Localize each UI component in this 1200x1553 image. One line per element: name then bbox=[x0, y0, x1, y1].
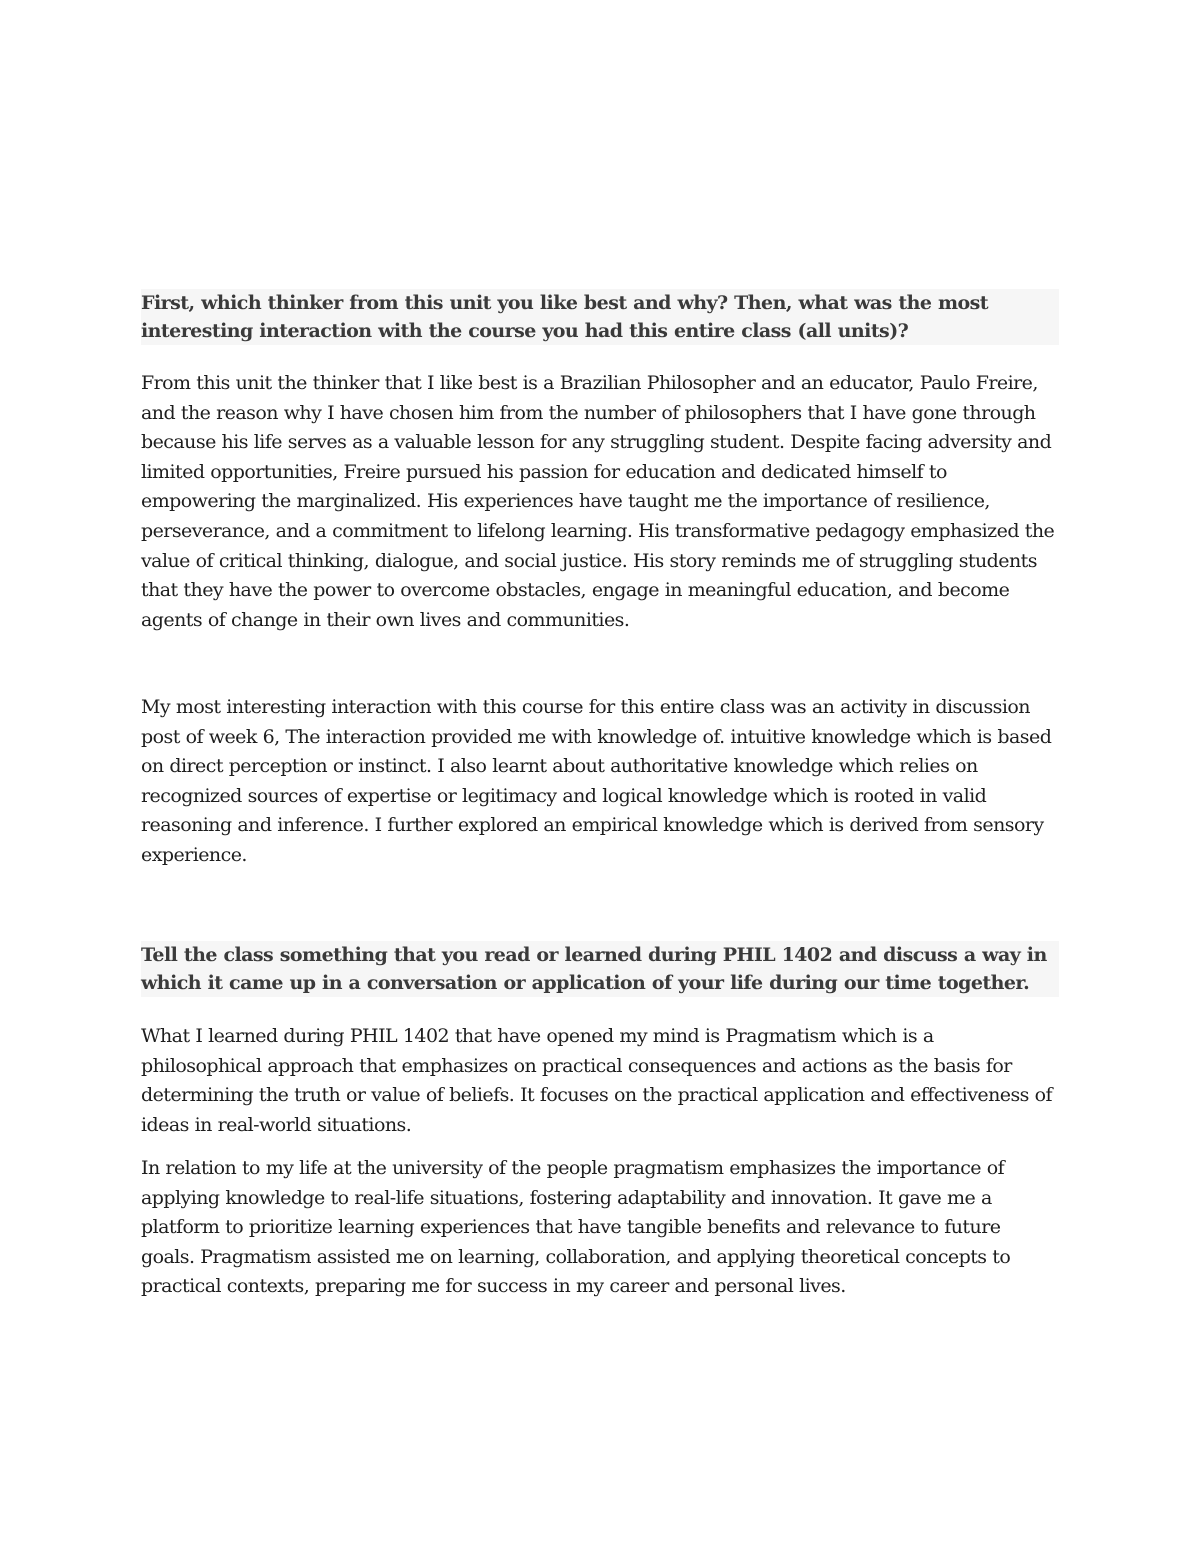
answer-1-paragraph-2: My most interesting interaction with this course for this entire class was an activity in discussion post of week 6, The interaction provided me with knowledge of. intuitive knowledge which is based on direct perception or instinct. I also learnt about authoritative knowledge which relies on recognized sources of expertise or legitimacy and logical knowledge which is rooted in valid reasoning and inference. I further explored an empirical knowledge which is derived from sensory experience. bbox=[141, 696, 1052, 866]
answer-2-paragraph-2: In relation to my life at the university of the people pragmatism emphasizes the importance of applying knowledge to real-life situations, fostering adaptability and innovation. It gave me a platform to prioritize learning experiences that have tangible benefits and relevance to future goals. Pragmatism assisted me on learning, collaboration, and applying theoretical concepts to practical contexts, preparing me for success in my career and personal lives. bbox=[141, 1157, 1011, 1298]
answer-1-paragraph-1: From this unit the thinker that I like best is a Brazilian Philosopher and an educator, Paulo Freire, and the reason why I have chosen him from the number of philosophers that I have gone through because his life serves as a valuable lesson for any struggling student. Despite facing adversity and limited opportunities, Freire pursued his passion for education and dedicated himself to empowering the marginalized. His experiences have taught me the importance of resilience, perseverance, and a commitment to lifelong learning. His transformative pedagogy emphasized the value of critical thinking, dialogue, and social justice. His story reminds me of struggling students that they have the power to overcome obstacles, engage in meaningful education, and become agents of change in their own lives and communities. bbox=[141, 372, 1055, 631]
question-1-heading: First, which thinker from this unit you like best and why? Then, what was the most interesting interaction with the course you had this entire class (all units)? bbox=[141, 289, 1059, 345]
answer-2-paragraph-1: What I learned during PHIL 1402 that have opened my mind is Pragmatism which is a philosophical approach that emphasizes on practical consequences and actions as the basis for determining the truth or value of beliefs. It focuses on the practical application and effectiveness of ideas in real-world situations. bbox=[141, 1025, 1053, 1136]
question-2-heading: Tell the class something that you read or learned during PHIL 1402 and discuss a way in which it came up in a conversation or application of your life during our time together. bbox=[141, 941, 1059, 997]
